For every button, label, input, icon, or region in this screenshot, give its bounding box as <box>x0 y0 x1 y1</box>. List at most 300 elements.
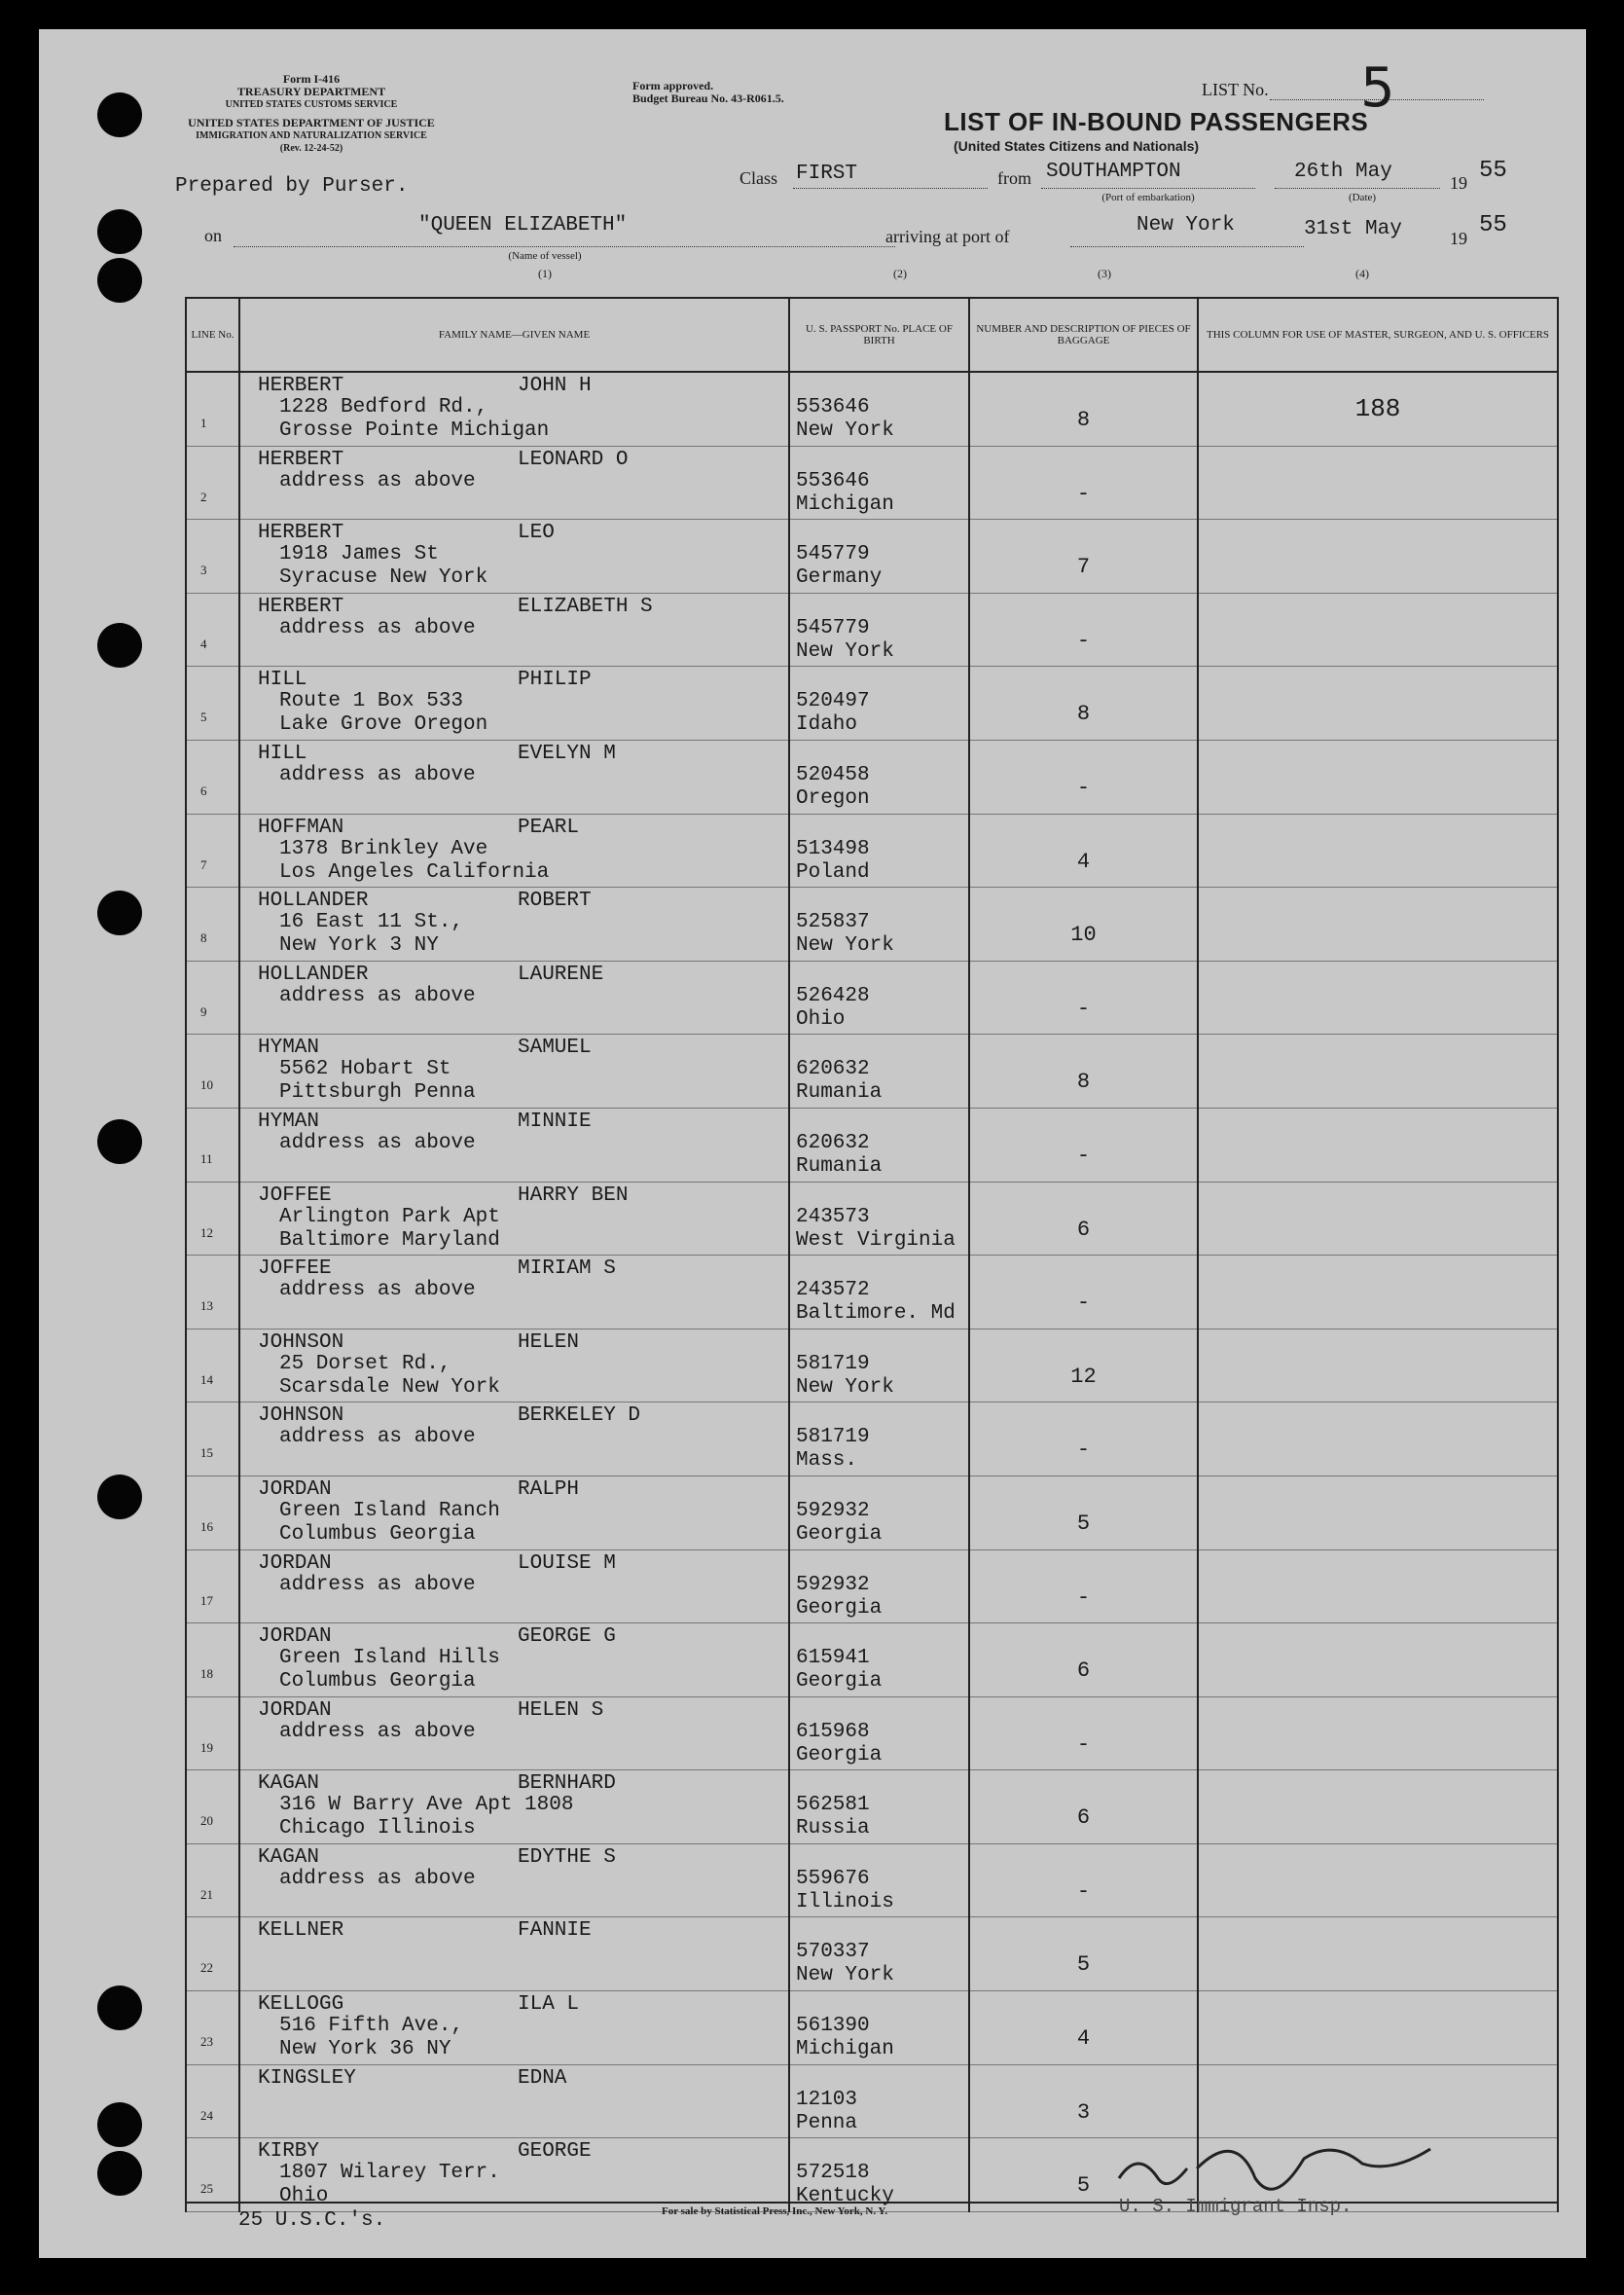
line-column <box>186 372 239 2212</box>
table-row-baggage <box>970 741 1197 815</box>
table-row-officers <box>1199 520 1557 594</box>
address-line-1: Arlington Park Apt <box>279 1205 500 1228</box>
table-row-name <box>240 1330 788 1403</box>
baggage-count: 5 <box>1076 2173 1091 2199</box>
place-of-birth: New York <box>796 1375 894 1399</box>
table-row-officers <box>1199 447 1557 521</box>
table-row-officers <box>1199 1256 1557 1330</box>
table-row-line <box>187 1550 238 1624</box>
table-row-line <box>187 2065 238 2139</box>
place-of-birth: New York <box>796 639 894 663</box>
family-name: JOHNSON <box>258 1404 344 1428</box>
passport-number: 592932 <box>796 1499 870 1522</box>
line-number: 17 <box>200 1592 213 1608</box>
class-rule <box>793 188 988 189</box>
departure-year: 55 <box>1479 158 1507 184</box>
address-line-2: Los Angeles California <box>279 860 550 884</box>
line-number: 2 <box>200 489 207 504</box>
place-of-birth: New York <box>796 1964 894 1987</box>
address-line-1: Green Island Hills <box>279 1647 500 1670</box>
name-column <box>239 372 789 2212</box>
table-row-passport <box>790 2065 968 2139</box>
table-row-passport <box>790 1697 968 1771</box>
address-line-2: Grosse Pointe Michigan <box>279 419 550 442</box>
prepared-by: Prepared by Purser. <box>175 175 409 198</box>
table-row-name <box>240 1917 788 1991</box>
given-name: GEORGE G <box>518 1625 616 1649</box>
line-number: 5 <box>200 710 207 725</box>
table-row-baggage <box>970 373 1197 447</box>
passport-number: 615968 <box>796 1720 870 1743</box>
baggage-count: - <box>1076 996 1091 1021</box>
baggage-count: 3 <box>1076 2099 1091 2125</box>
passport-number: 545779 <box>796 616 870 639</box>
col-number-1: (1) <box>538 267 552 280</box>
table-row-passport <box>790 1917 968 1991</box>
table-row-passport <box>790 447 968 521</box>
given-name: FANNIE <box>518 1919 592 1943</box>
table-row-passport <box>790 1550 968 1624</box>
table-row-line <box>187 667 238 741</box>
table-row-name <box>240 1183 788 1257</box>
port-embarkation: SOUTHAMPTON <box>1046 161 1181 183</box>
family-name: HOLLANDER <box>258 963 369 986</box>
table-row-passport <box>790 1844 968 1918</box>
passport-number: 520497 <box>796 690 870 713</box>
table-row-officers <box>1199 962 1557 1036</box>
from-label: from <box>997 168 1031 188</box>
treasury-dept: TREASURY DEPARTMENT <box>236 85 386 98</box>
baggage-count: - <box>1076 1731 1091 1757</box>
table-row-passport <box>790 1770 968 1844</box>
place-of-birth: Idaho <box>796 713 858 737</box>
place-of-birth: Russia <box>796 1817 870 1840</box>
address-line-1: 1228 Bedford Rd., <box>279 396 488 419</box>
address-line-1: address as above <box>279 763 476 786</box>
passport-number: 561390 <box>796 2015 870 2038</box>
passport-number: 243572 <box>796 1279 870 1302</box>
family-name: HYMAN <box>258 1037 320 1060</box>
address-line-1: address as above <box>279 469 476 492</box>
baggage-count: 4 <box>1076 849 1091 874</box>
passport-number: 12103 <box>796 2088 858 2111</box>
family-name: KAGAN <box>258 1845 320 1869</box>
address-line-1: 16 East 11 St., <box>279 911 464 934</box>
col-number-3: (3) <box>1098 267 1111 280</box>
table-row-baggage <box>970 1109 1197 1183</box>
family-name: JORDAN <box>258 1551 332 1575</box>
given-name: LAURENE <box>518 963 604 986</box>
family-name: JORDAN <box>258 1625 332 1649</box>
col-header-baggage: NUMBER AND DESCRIPTION OF PIECES OF BAGGAGE <box>969 298 1198 372</box>
passenger-count: 25 U.S.C.'s. <box>238 2209 386 2232</box>
place-of-birth: New York <box>796 419 894 442</box>
line-number: 1 <box>200 416 207 430</box>
given-name: RALPH <box>518 1477 580 1501</box>
table-row-officers <box>1199 1183 1557 1257</box>
place-of-birth: Rumania <box>796 1081 883 1105</box>
table-row-name <box>240 815 788 889</box>
punch-hole <box>97 92 142 137</box>
line-number: 9 <box>200 1003 207 1019</box>
table-row-passport <box>790 594 968 668</box>
arrival-year: 55 <box>1479 212 1507 238</box>
line-number: 4 <box>200 636 207 651</box>
address-line-2: Ohio <box>279 2185 329 2208</box>
passport-number: 562581 <box>796 1794 870 1817</box>
table-row-passport <box>790 1109 968 1183</box>
table-row-name <box>240 1476 788 1550</box>
officer-note: 188 <box>1354 394 1401 423</box>
table-row-name <box>240 888 788 962</box>
baggage-count: 8 <box>1076 408 1091 432</box>
family-name: KAGAN <box>258 1772 320 1796</box>
table-row-baggage <box>970 1476 1197 1550</box>
class-value: FIRST <box>796 163 858 185</box>
table-row-line <box>187 1035 238 1109</box>
family-name: HERBERT <box>258 522 344 545</box>
table-row-officers <box>1199 1109 1557 1183</box>
line-number: 7 <box>200 856 207 872</box>
place-of-birth: Georgia <box>796 1743 883 1767</box>
table-row-officers <box>1199 594 1557 668</box>
line-number: 21 <box>200 1886 213 1902</box>
address-line-2: Chicago Illinois <box>279 1817 476 1840</box>
table-row-line <box>187 594 238 668</box>
table-row-name <box>240 1550 788 1624</box>
punch-hole <box>97 1985 142 2030</box>
table-row-name <box>240 520 788 594</box>
line-number: 15 <box>200 1445 213 1461</box>
table-row-line <box>187 815 238 889</box>
address-line-1: address as above <box>279 1720 476 1743</box>
address-line-1: address as above <box>279 1279 476 1302</box>
baggage-count: - <box>1076 481 1091 506</box>
date-caption: (Date) <box>1348 192 1377 203</box>
passport-number: 581719 <box>796 1426 870 1449</box>
form-page <box>39 29 1586 2258</box>
line-number: 18 <box>200 1666 213 1682</box>
table-row-passport <box>790 1256 968 1330</box>
table-row-line <box>187 1330 238 1403</box>
address-line-2: Syracuse New York <box>279 566 488 590</box>
table-row-line <box>187 1770 238 1844</box>
table-row-passport <box>790 1330 968 1403</box>
baggage-count: - <box>1076 1143 1091 1168</box>
baggage-column <box>969 372 1198 2212</box>
vessel-rule <box>234 246 895 247</box>
col-header-line: LINE No. <box>186 298 239 372</box>
table-row-baggage <box>970 447 1197 521</box>
table-row-passport <box>790 1476 968 1550</box>
budget-bureau-line: Budget Bureau No. 43-R061.5. <box>632 91 784 105</box>
customs-service: UNITED STATES CUSTOMS SERVICE <box>225 99 398 110</box>
table-row-baggage <box>970 888 1197 962</box>
departure-date: 26th May <box>1294 161 1392 183</box>
table-row-passport <box>790 1183 968 1257</box>
punch-hole <box>97 2102 142 2147</box>
line-number: 10 <box>200 1077 213 1093</box>
line-number: 19 <box>200 1739 213 1755</box>
table-row-line <box>187 520 238 594</box>
table-row-officers <box>1199 1035 1557 1109</box>
baggage-count: 7 <box>1076 555 1091 580</box>
table-row-officers <box>1199 1330 1557 1403</box>
arrival-port: New York <box>1137 214 1235 237</box>
table-row-line <box>187 741 238 815</box>
table-row-line <box>187 447 238 521</box>
passport-number: 620632 <box>796 1131 870 1154</box>
passport-number: 545779 <box>796 543 870 566</box>
given-name: PHILIP <box>518 669 592 692</box>
table-row-officers <box>1199 888 1557 962</box>
table-row-officers <box>1199 667 1557 741</box>
baggage-count: 6 <box>1076 1217 1091 1242</box>
table-row-line <box>187 1623 238 1697</box>
baggage-count: 5 <box>1076 1952 1091 1978</box>
table-row-line <box>187 1697 238 1771</box>
family-name: KIRBY <box>258 2140 320 2164</box>
given-name: MINNIE <box>518 1110 592 1133</box>
on-label: on <box>204 226 222 245</box>
family-name: HOLLANDER <box>258 890 369 913</box>
line-number: 23 <box>200 2034 213 2050</box>
table-row-passport <box>790 373 968 447</box>
table-row-name <box>240 1697 788 1771</box>
table-row-baggage <box>970 962 1197 1036</box>
line-number: 14 <box>200 1371 213 1387</box>
address-line-1: address as above <box>279 1867 476 1890</box>
table-row-baggage <box>970 1550 1197 1624</box>
col-number-4: (4) <box>1355 267 1369 280</box>
given-name: LEO <box>518 522 555 545</box>
passport-number: 553646 <box>796 396 870 419</box>
given-name: MIRIAM S <box>518 1257 616 1281</box>
table-row-passport <box>790 1035 968 1109</box>
passport-number: 620632 <box>796 1058 870 1081</box>
table-row-baggage <box>970 1991 1197 2065</box>
place-of-birth: Georgia <box>796 1596 883 1620</box>
table-row-officers <box>1199 1991 1557 2065</box>
table-row-baggage <box>970 2065 1197 2139</box>
line-number: 25 <box>200 2181 213 2197</box>
port-embark-rule <box>1041 188 1255 189</box>
punch-hole <box>97 1119 142 1164</box>
family-name: HILL <box>258 669 307 692</box>
address-line-1: 5562 Hobart St <box>279 1058 451 1081</box>
address-line-1: address as above <box>279 616 476 639</box>
table-row-baggage <box>970 1256 1197 1330</box>
place-of-birth: Oregon <box>796 786 870 810</box>
place-of-birth: Penna <box>796 2111 858 2134</box>
baggage-count: 8 <box>1076 702 1091 727</box>
address-line-1: 1378 Brinkley Ave <box>279 837 488 860</box>
table-row-officers <box>1199 1476 1557 1550</box>
passport-number: 525837 <box>796 911 870 934</box>
line-number: 3 <box>200 563 207 578</box>
given-name: HELEN <box>518 1330 580 1354</box>
family-name: HERBERT <box>258 595 344 618</box>
table-row-officers <box>1199 1917 1557 1991</box>
family-name: HERBERT <box>258 375 344 397</box>
date-rule <box>1275 188 1440 189</box>
punch-hole <box>97 209 142 254</box>
address-line-1: Route 1 Box 533 <box>279 690 464 713</box>
form-subtitle: (United States Citizens and Nationals) <box>954 138 1200 154</box>
list-no-value: 5 <box>1360 56 1395 120</box>
punch-hole <box>97 258 142 303</box>
approval-note <box>632 80 784 105</box>
given-name: EDYTHE S <box>518 1845 616 1869</box>
given-name: ILA L <box>518 1993 580 2017</box>
address-line-1: 1807 Wilarey Terr. <box>279 2162 500 2185</box>
table-row-officers <box>1199 1623 1557 1697</box>
table-row-line <box>187 1256 238 1330</box>
baggage-count: - <box>1076 1585 1091 1610</box>
given-name: EDNA <box>518 2066 567 2090</box>
address-line-2: Lake Grove Oregon <box>279 713 488 737</box>
family-name: JORDAN <box>258 1698 332 1722</box>
table-row-passport <box>790 1991 968 2065</box>
given-name: EVELYN M <box>518 742 616 765</box>
baggage-count: - <box>1076 1438 1091 1463</box>
table-row-officers <box>1199 1844 1557 1918</box>
table-row-line <box>187 1844 238 1918</box>
place-of-birth: West Virginia <box>796 1228 956 1252</box>
table-row-officers <box>1199 1402 1557 1476</box>
table-row-name <box>240 1256 788 1330</box>
table-row-line <box>187 373 238 447</box>
punch-hole <box>97 1475 142 1519</box>
col-header-name: FAMILY NAME—GIVEN NAME <box>239 298 789 372</box>
table-row-name <box>240 447 788 521</box>
table-row-passport <box>790 962 968 1036</box>
passport-number: 243573 <box>796 1205 870 1228</box>
baggage-count: - <box>1076 1291 1091 1316</box>
address-line-1: address as above <box>279 1426 476 1449</box>
agency-header <box>156 73 467 155</box>
line-number: 12 <box>200 1224 213 1240</box>
given-name: ROBERT <box>518 890 592 913</box>
table-row-passport <box>790 1402 968 1476</box>
table-row-baggage <box>970 1917 1197 1991</box>
justice-dept: UNITED STATES DEPARTMENT OF JUSTICE <box>188 116 435 129</box>
table-row-baggage <box>970 1770 1197 1844</box>
table-row-baggage <box>970 1330 1197 1403</box>
family-name: JORDAN <box>258 1477 332 1501</box>
address-line-1: address as above <box>279 984 476 1007</box>
table-row-name <box>240 1035 788 1109</box>
place-of-birth: Mass. <box>796 1449 858 1473</box>
place-of-birth: Michigan <box>796 492 894 516</box>
address-line-1: 516 Fifth Ave., <box>279 2015 464 2038</box>
table-row-baggage <box>970 1402 1197 1476</box>
family-name: HERBERT <box>258 448 344 471</box>
place-of-birth: Ohio <box>796 1007 846 1031</box>
col-header-passport: U. S. PASSPORT No. PLACE OF BIRTH <box>789 298 969 372</box>
address-line-2: Columbus Georgia <box>279 1522 476 1546</box>
port-embark-caption: (Port of embarkation) <box>1101 192 1195 203</box>
given-name: LEONARD O <box>518 448 629 471</box>
place-of-birth: Kentucky <box>796 2185 894 2208</box>
place-of-birth: Germany <box>796 566 883 590</box>
printer-credit: For sale by Statistical Press, Inc., New York, N. Y. <box>662 2205 888 2217</box>
family-name: JOFFEE <box>258 1184 332 1207</box>
table-row-passport <box>790 667 968 741</box>
table-row-passport <box>790 888 968 962</box>
table-row-name <box>240 1623 788 1697</box>
given-name: SAMUEL <box>518 1037 592 1060</box>
family-name: HYMAN <box>258 1110 320 1133</box>
table-row-baggage <box>970 1183 1197 1257</box>
table-row-line <box>187 1917 238 1991</box>
table-row-baggage <box>970 594 1197 668</box>
line-number: 13 <box>200 1298 213 1314</box>
place-of-birth: Poland <box>796 860 870 884</box>
passport-number: 581719 <box>796 1352 870 1375</box>
line-number: 16 <box>200 1518 213 1534</box>
baggage-count: 4 <box>1076 2026 1091 2052</box>
table-row-name <box>240 2065 788 2139</box>
arrival-date: 31st May <box>1304 218 1402 240</box>
given-name: HARRY BEN <box>518 1184 629 1207</box>
table-row-name <box>240 1770 788 1844</box>
baggage-count: 6 <box>1076 1805 1091 1831</box>
table-row-name <box>240 373 788 447</box>
baggage-count: 8 <box>1076 1070 1091 1095</box>
table-row-passport <box>790 520 968 594</box>
family-name: HOFFMAN <box>258 816 344 839</box>
table-row-line <box>187 1476 238 1550</box>
arrival-year-prefix: 19 <box>1450 229 1467 248</box>
form-number: Form I-416 <box>282 72 341 86</box>
table-row-line <box>187 888 238 962</box>
line-number: 20 <box>200 1813 213 1829</box>
table-row-baggage <box>970 520 1197 594</box>
table-row-officers <box>1199 815 1557 889</box>
table-row-name <box>240 1991 788 2065</box>
place-of-birth: Baltimore. Md <box>796 1302 956 1326</box>
table-row-line <box>187 962 238 1036</box>
address-line-1: 25 Dorset Rd., <box>279 1352 451 1375</box>
baggage-count: - <box>1076 1878 1091 1904</box>
table-row-passport <box>790 741 968 815</box>
list-no-label: LIST No. <box>1202 80 1269 99</box>
table-row-name <box>240 594 788 668</box>
passenger-table <box>185 297 1559 2212</box>
address-line-2: Pittsburgh Penna <box>279 1081 476 1105</box>
given-name: HELEN S <box>518 1698 604 1722</box>
revision-date: (Rev. 12-24-52) <box>279 143 343 154</box>
address-line-1: Green Island Ranch <box>279 1499 500 1522</box>
table-row-officers <box>1199 741 1557 815</box>
punch-hole <box>97 2151 142 2196</box>
col-number-2: (2) <box>893 267 907 280</box>
line-number: 11 <box>200 1150 213 1166</box>
table-row-baggage <box>970 667 1197 741</box>
table-row-line <box>187 1402 238 1476</box>
place-of-birth: Georgia <box>796 1670 883 1694</box>
place-of-birth: Rumania <box>796 1154 883 1178</box>
family-name: KINGSLEY <box>258 2066 356 2090</box>
arrival-port-rule <box>1070 246 1304 247</box>
passport-number: 570337 <box>796 1941 870 1964</box>
baggage-count: 10 <box>1070 923 1097 948</box>
form-title: LIST OF IN-BOUND PASSENGERS <box>944 107 1369 136</box>
class-label: Class <box>740 168 778 188</box>
table-row-line <box>187 1109 238 1183</box>
table-row-officers <box>1199 1697 1557 1771</box>
